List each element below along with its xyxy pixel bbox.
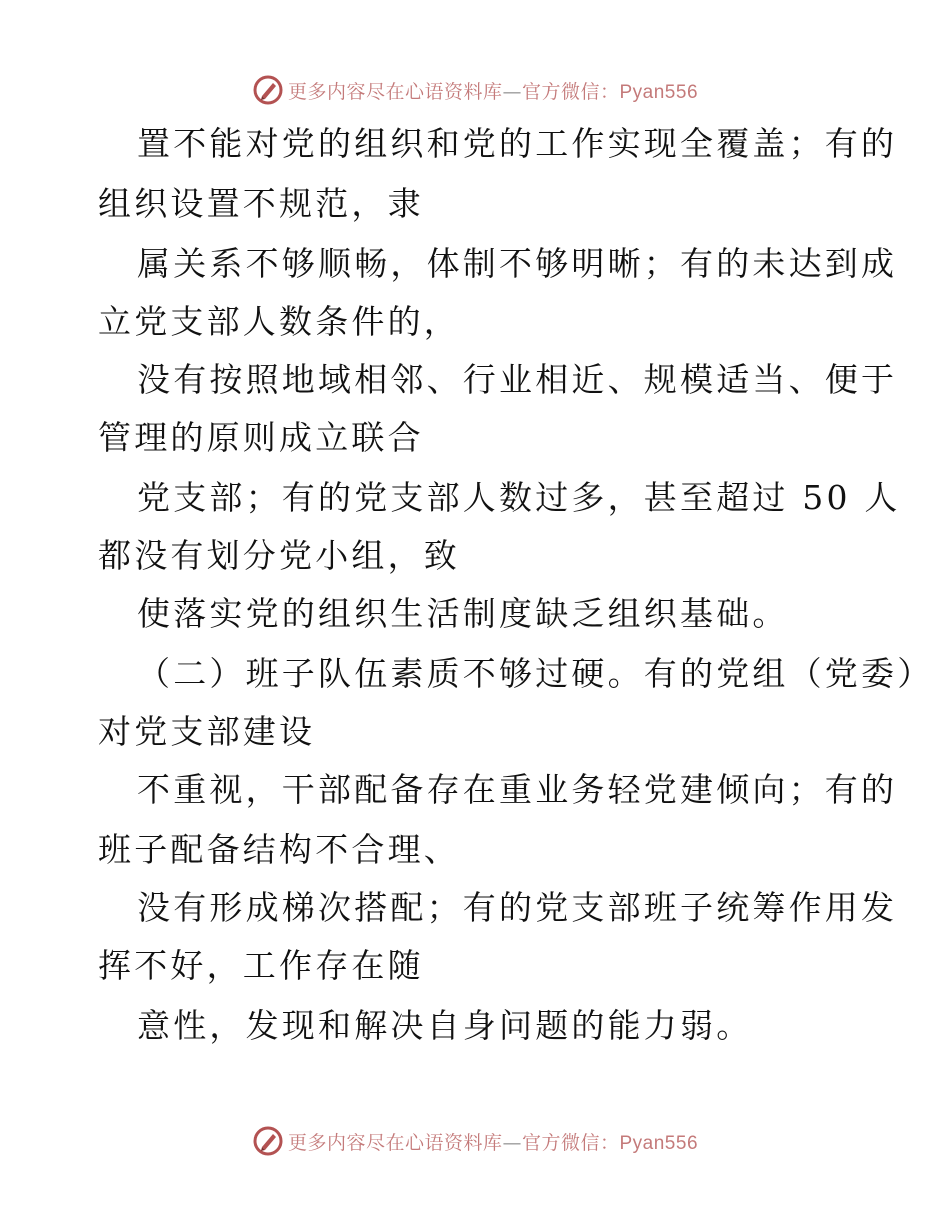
watermark-wechat-id: Pyan556 bbox=[619, 81, 699, 103]
paragraph-line: 没有形成梯次搭配；有的党支部班子统筹作用发 bbox=[137, 888, 898, 927]
paragraph-line: 对党支部建设 bbox=[98, 712, 316, 751]
watermark-official-label: 官方微信： bbox=[521, 80, 620, 103]
paragraph-line: 班子配备结构不合理、 bbox=[98, 830, 460, 869]
footer-watermark bbox=[0, 1124, 950, 1158]
watermark-separator: — bbox=[502, 80, 522, 103]
pen-logo-icon bbox=[252, 74, 284, 106]
watermark-main-text: 更多内容尽在心语资料库 bbox=[287, 80, 503, 103]
watermark-text bbox=[288, 77, 698, 104]
paragraph-line: 挥不好，工作存在随 bbox=[98, 946, 424, 985]
paragraph-line: 立党支部人数条件的， bbox=[98, 302, 460, 341]
paragraph-line: 意性，发现和解决自身问题的能力弱。 bbox=[137, 1006, 753, 1045]
watermark-text bbox=[288, 1128, 698, 1155]
paragraph-line: 不重视，干部配备存在重业务轻党建倾向；有的 bbox=[137, 770, 898, 809]
header-watermark bbox=[0, 73, 950, 107]
section-heading-line: （二）班子队伍素质不够过硬。有的党组（党委） bbox=[137, 654, 934, 693]
watermark-main-text: 更多内容尽在心语资料库 bbox=[287, 1131, 503, 1154]
paragraph-line: 党支部；有的党支部人数过多，甚至超过 50 人 bbox=[137, 478, 901, 517]
watermark-official-label: 官方微信： bbox=[521, 1131, 620, 1154]
watermark-separator: — bbox=[502, 1131, 522, 1154]
pen-logo-icon bbox=[252, 1125, 284, 1157]
paragraph-line: 使落实党的组织生活制度缺乏组织基础。 bbox=[137, 594, 789, 633]
paragraph-line: 属关系不够顺畅，体制不够明晰；有的未达到成 bbox=[137, 244, 898, 283]
paragraph-line: 都没有划分党小组，致 bbox=[98, 536, 460, 575]
paragraph-line: 没有按照地域相邻、行业相近、规模适当、便于 bbox=[137, 360, 898, 399]
paragraph-line: 置不能对党的组织和党的工作实现全覆盖；有的 bbox=[137, 124, 898, 163]
paragraph-line: 组织设置不规范，隶 bbox=[98, 184, 424, 223]
paragraph-line: 管理的原则成立联合 bbox=[98, 418, 424, 457]
watermark-wechat-id: Pyan556 bbox=[619, 1132, 699, 1154]
